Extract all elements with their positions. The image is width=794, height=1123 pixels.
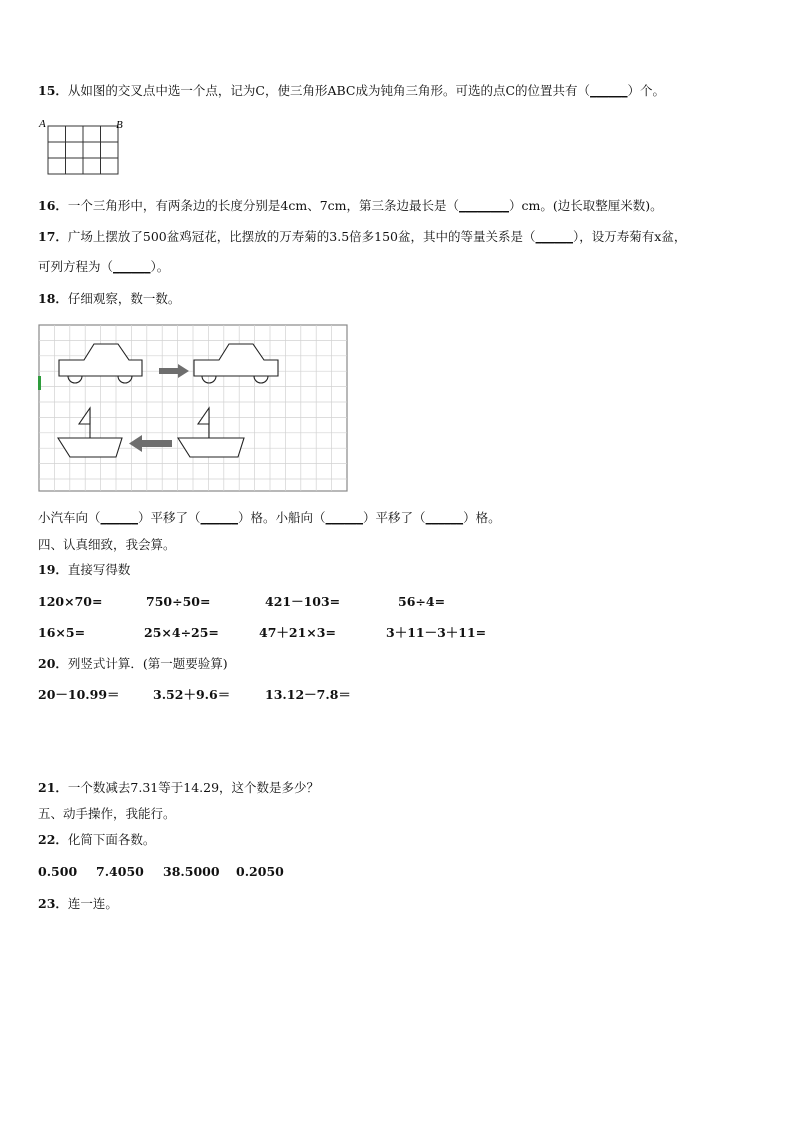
q16-text xyxy=(38,198,663,214)
q17-prompt: 广场上摆放了500盆鸡冠花，比摆放的万寿菊的3.5倍多150盆，其中的等量关系是（ xyxy=(67,229,536,244)
q20-item: 13.12－7.8＝ xyxy=(265,687,351,702)
q20-item: 3.52＋9.6＝ xyxy=(153,687,231,702)
q22-item: 0.2050 xyxy=(236,864,284,879)
q16-answer-blank[interactable]: ________ xyxy=(459,198,510,213)
q18-part-2: ）平移了（ xyxy=(138,510,201,525)
q20-text xyxy=(38,656,228,672)
q15-prompt: 从如图的交叉点中选一个点，记为C，使三角形ABC成为钝角三角形。可选的点C的位置共有（ xyxy=(67,83,591,98)
point-a-label: A xyxy=(39,118,46,130)
q16-number: 16． xyxy=(38,198,68,213)
q17-answer-blank-2[interactable]: ______ xyxy=(113,259,151,274)
q17-tail: ）。 xyxy=(150,259,170,274)
q20-item: 20－10.99＝ xyxy=(38,687,120,702)
q20-title: 列竖式计算．(第一题要验算) xyxy=(67,656,228,671)
q18-part-5: ）格。 xyxy=(463,510,501,525)
q15-number: 15． xyxy=(38,83,68,98)
q17-line2 xyxy=(38,259,169,275)
q21-text xyxy=(38,780,319,796)
q19-number: 19． xyxy=(38,562,68,577)
q21-number: 21． xyxy=(38,780,68,795)
q23-text xyxy=(38,896,118,912)
q23-number: 23． xyxy=(38,896,68,911)
q19-text xyxy=(38,562,130,578)
boat-direction-blank[interactable]: ______ xyxy=(325,510,364,525)
q19-item: 421－103= xyxy=(265,594,341,609)
q22-number: 22． xyxy=(38,832,68,847)
q19-item: 25×4÷25= xyxy=(144,625,219,640)
q16-prompt: 一个三角形中，有两条边的长度分别是4cm、7cm，第三条边最长是（ xyxy=(67,198,460,213)
q19-item: 3＋11－3＋11= xyxy=(386,625,487,640)
q21-prompt: 一个数减去7.31等于14.29，这个数是多少？ xyxy=(67,780,320,795)
q22-item: 0.500 xyxy=(38,864,78,879)
q18-part-3: ）格。小船向（ xyxy=(238,510,326,525)
q15-tail: ）个。 xyxy=(627,83,666,98)
q18-part-1: 小汽车向（ xyxy=(38,510,101,525)
boat-distance-blank[interactable]: ______ xyxy=(425,510,464,525)
q15-text xyxy=(38,83,665,99)
q20-number: 20． xyxy=(38,656,68,671)
q19-item: 750÷50= xyxy=(146,594,211,609)
q18-part-4: ）平移了（ xyxy=(363,510,426,525)
q17-line2-prompt: 可列方程为（ xyxy=(38,259,114,274)
q22-item: 7.4050 xyxy=(96,864,144,879)
section-4-heading: 四、认真细致，我会算。 xyxy=(38,537,176,552)
q15-answer-blank[interactable]: ______ xyxy=(590,83,628,98)
q19-item: 16×5= xyxy=(38,625,86,640)
q19-item: 120×70= xyxy=(38,594,103,609)
q19-item: 56÷4= xyxy=(398,594,446,609)
q18-prompt: 仔细观察，数一数。 xyxy=(67,291,181,306)
q15-grid-figure xyxy=(36,116,128,178)
q22-text xyxy=(38,832,155,848)
green-edge-mark xyxy=(38,376,41,390)
q23-title: 连一连。 xyxy=(67,896,118,911)
q18-answer-line xyxy=(38,510,501,526)
q18-text xyxy=(38,291,180,307)
translation-grid-figure xyxy=(38,324,350,494)
car-distance-blank[interactable]: ______ xyxy=(200,510,239,525)
grid-lines xyxy=(39,325,347,491)
q17-number: 17． xyxy=(38,229,68,244)
q16-tail: ）cm。(边长取整厘米数)。 xyxy=(509,198,663,213)
q18-number: 18． xyxy=(38,291,68,306)
q19-item: 47＋21×3= xyxy=(259,625,336,640)
q17-answer-blank-1[interactable]: ______ xyxy=(535,229,574,244)
point-b-label: B xyxy=(116,119,123,131)
q19-title: 直接写得数 xyxy=(67,562,131,577)
car-direction-blank[interactable]: ______ xyxy=(100,510,139,525)
q17-text xyxy=(38,229,686,245)
section-5-heading: 五、动手操作，我能行。 xyxy=(38,806,176,821)
q22-title: 化简下面各数。 xyxy=(67,832,156,847)
q22-item: 38.5000 xyxy=(163,864,220,879)
q17-mid: ），设万寿菊有x盆， xyxy=(573,229,687,244)
